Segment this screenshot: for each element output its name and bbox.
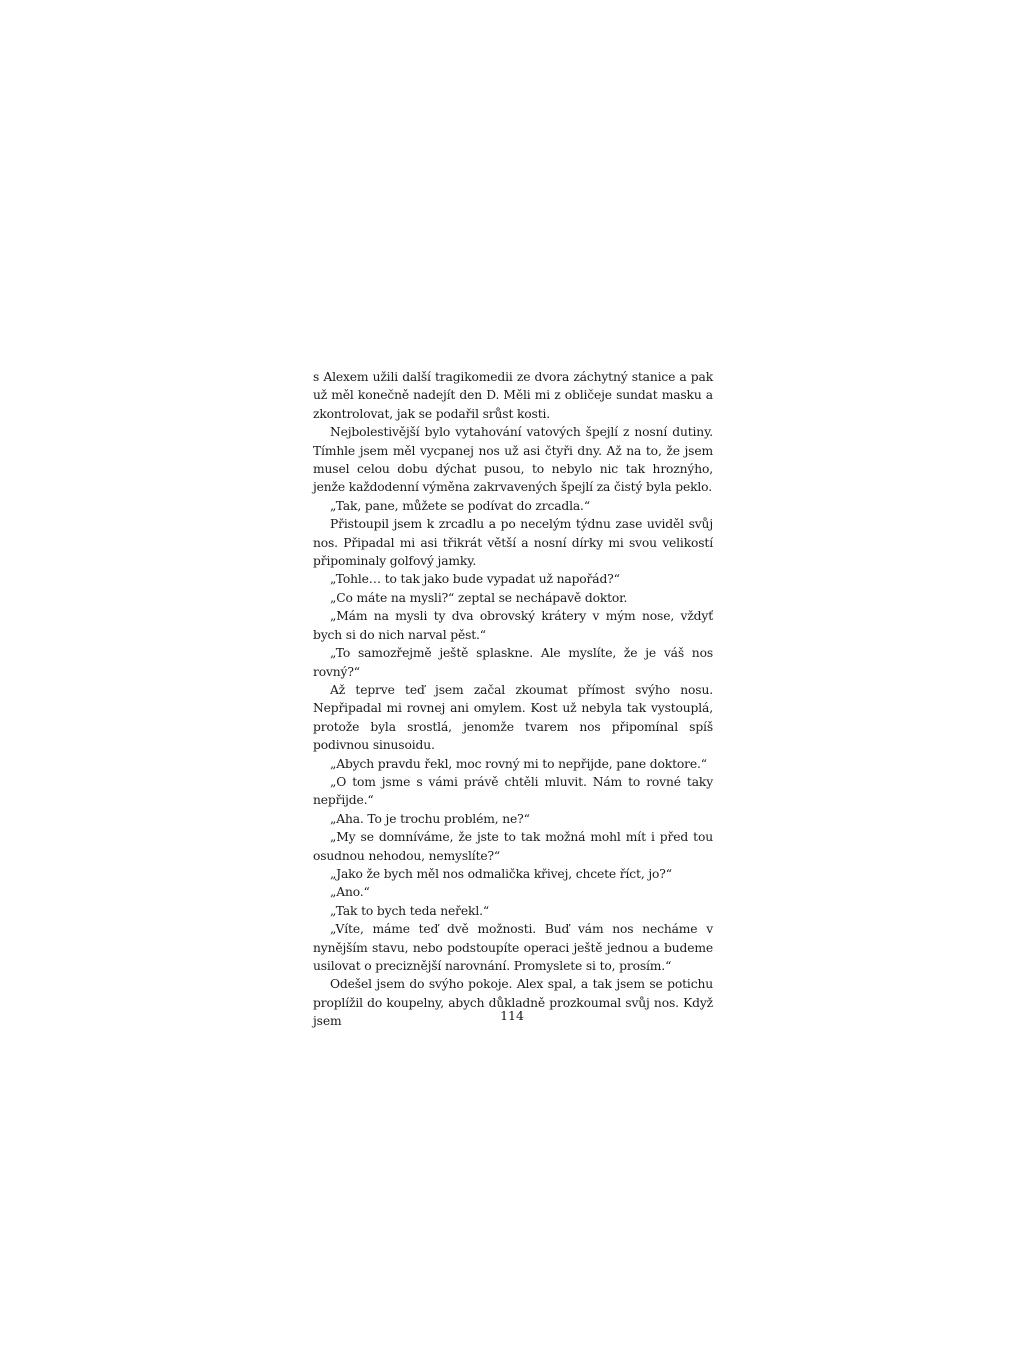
paragraph: Nejbolestivější bylo vytahování vatových špejlí z nosní dutiny. Tímhle jsem měl vycpanej nos už asi čtyři dny. Až na to, že jsem musel celou dobu dýchat pusou, to nebylo nic tak hroznýho, jenže každodenní výměna zakrvavených špejlí za čistý byla peklo. <box>313 425 713 495</box>
paragraph: „O tom jsme s vámi právě chtěli mluvit. Nám to rovné taky nepřijde.“ <box>313 774 713 808</box>
paragraph: s Alexem užili další tragikomedii ze dvora záchytný stanice a pak už měl konečně nadejít den D. Měli mi z obličeje sundat masku a zkontrolovat, jak se podařil srůst kosti. <box>313 370 713 421</box>
paragraph: „Aha. To je trochu problém, ne?“ <box>330 811 530 826</box>
paragraph: „My se domníváme, že jste to tak možná mohl mít i před tou osudnou nehodou, nemyslíte?“ <box>313 830 713 863</box>
paragraph: „Tohle… to tak jako bude vypadat už napořád?“ <box>330 572 620 587</box>
paragraph: Odešel jsem do svýho pokoje. Alex spal, a tak jsem se potichu proplížil do koupelny, abych důkladně prozkoumal svůj nos. Když jsem <box>313 977 713 1029</box>
paragraph: „Co máte na mysli?“ zeptal se nechápavě doktor. <box>330 590 628 605</box>
paragraph: „Tak, pane, můžete se podívat do zrcadla.“ <box>330 498 590 513</box>
paragraph: Přistoupil jsem k zrcadlu a po necelým týdnu zase uviděl svůj nos. Připadal mi asi třikrát větší a nosní dírky mi svou velikostí připominaly golfový jamky. <box>313 517 713 569</box>
paragraph: „Ano.“ <box>330 885 370 900</box>
page-number: 114 <box>500 1008 524 1023</box>
paragraph: „Abych pravdu řekl, moc rovný mi to nepřijde, pane doktore.“ <box>330 756 707 771</box>
paragraph: Až teprve teď jsem začal zkoumat přímost svýho nosu. Nepřipadal mi rovnej ani omylem. Kost už nebyla tak vystouplá, protože byla srostlá, jenomže tvarem nos připomínal spíš podivnou sinusoidu. <box>313 682 713 753</box>
paragraph: „Tak to bych teda neřekl.“ <box>330 903 490 918</box>
body-text <box>313 368 713 1031</box>
paragraph: „Mám na mysli ty dva obrovský krátery v mým nose, vždyť bych si do nich narval pěst.“ <box>313 609 713 642</box>
paragraph: „To samozřejmě ještě splaskne. Ale myslíte, že je váš nos rovný?“ <box>313 646 713 679</box>
paragraph: „Víte, máme teď dvě možnosti. Buď vám nos necháme v nynějším stavu, nebo podstoupíte operaci ještě jednou a budeme usilovat o preciznější narovnání. Promyslete si to, prosím.“ <box>313 922 713 973</box>
paragraph: „Jako že bych měl nos odmalička křivej, chcete říct, jo?“ <box>330 866 672 881</box>
